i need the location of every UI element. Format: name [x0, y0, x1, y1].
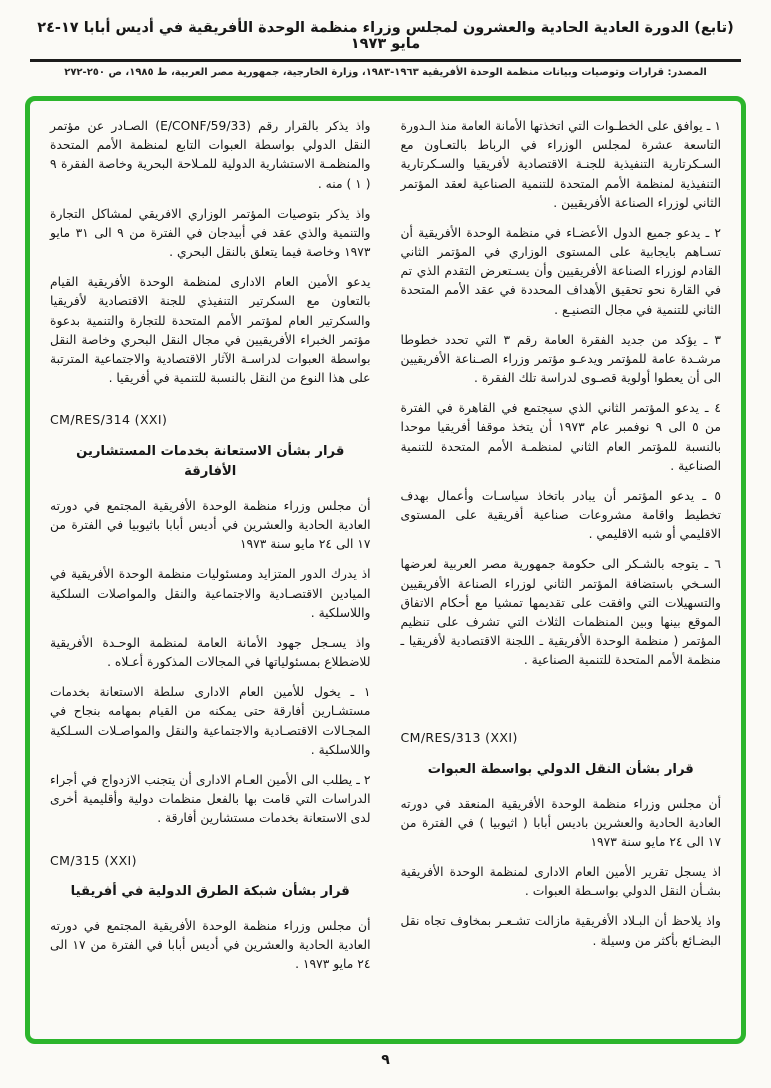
resolution-paragraph: واذ يلاحظ أن البـلاد الأفريقية مازالت تشـعـر بمخاوف تجاه نقل البضـائع بأكثر من وسيلة . [400, 914, 721, 948]
resolution-code: CM/315 (XXI) [50, 852, 137, 868]
resolution-paragraph: ٥ ـ يدعو المؤتمر أن يبادر باتخاذ سياسـات وأعمال بهدف تخطيط واقامة مشروعات صناعية أفريقية على المستوى الاقليمي أو شبه الاقليمي . [400, 488, 721, 542]
resolution-paragraph: ٣ ـ يؤكد من جديد الفقرة العامة رقم ٣ التي تحدد خطوطا مرشـدة عامة للمؤتمر ويدعـو مؤتمر وزراء الصـناعة الأفريقيين الى أن يعطوا أولوية قصـوى لدراسة تلك الفقرة . [400, 332, 721, 386]
resolution-paragraph: اذ يسجل تقرير الأمين العام الادارى لمنظمة الوحدة الأفريقية بشـأن النقل الدولي بواسـطة العبوات . [400, 865, 721, 899]
page-number: ٩ [381, 1052, 390, 1068]
resolution-paragraph: يدعو الأمين العام الادارى لمنظمة الوحدة الأفريقية القيام بالتعاون مع السكرتير التنفيذي للجنة الاقتصادية لأفريقيا والسكرتير العام لمؤتمر الأمم المتحدة للتجارة والتنمية بدعوة مؤتمر الخبراء الأفريقيين في مجال النقل البحري وخاصة النقل بواسطة العبوات لدراسـة الآثار الاقتصادية والاجتماعية المترتبة على هذا النوع من النقل بالنسبة للتنمية في أفريقيا . [50, 275, 371, 386]
resolution-paragraph: ٦ ـ يتوجه بالشـكر الى حكومة جمهورية مصر العربية لعرضها السـخي باستضافة المؤتمر الثاني لوزراء الصناعة الأفريقيين والتسهيلات التي وافقت على تقديمها تمشيا مع أحكام الاتفاق الموقع بينها وبين المنظمات الثلاث التي تشرف على تنظيم المؤتمر ( منظمة الوحدة الأفريقية ـ اللجنة الاقتصادية لأفريقيا ـ منظمة الأمم المتحدة للتنمية الصناعية . [400, 557, 721, 668]
resolution-paragraph: واذ يسـجل جهود الأمانة العامة لمنظمة الوحـدة الأفريقية للاضطلاع بمسئولياتها في المجالات المذكورة أعـلاه . [50, 635, 371, 670]
resolution-paragraph: ٢ ـ يطلب الى الأمين العـام الادارى أن يتجنب الازدواج في أجراء الدراسات التي قامت بها بالفعل منظمات دولية وأقليمية أخرى لدى الاستعانة بخدمات مستشارين أفارقة . [50, 772, 371, 826]
resolution-paragraph: واذ يذكر بتوصيات المؤتمر الوزاري الافريقي لمشاكل التجارة والتنمية والذي عقد في أبيدجان في الفترة من ٩ الى ٣١ مايو ١٩٧٣ وخاصة فيما يتعلق بالنقل البحري . [50, 206, 371, 260]
resolution-title: قرار بشأن النقل الدولي بواسطة العبوات [427, 761, 694, 777]
resolution-paragraph: ١ ـ يخول للأمين العام الادارى سلطة الاستعانة بخدمات مستشـارين أفارقة حتى يمكنه من القيام بمهامه بنجاح في المجـالات الاقتصـادية والاجتماعية والنقل والمواصـلات السـلكية واللاسلكية . [50, 685, 371, 757]
column-right [401, 117, 722, 985]
resolution-title: قرار بشأن شبكة الطرق الدولية في أفريقيا [70, 884, 350, 899]
header-divider [30, 59, 741, 62]
document-source: المصدر: قرارات وتوصيات وبيانات منظمة الوحدة الأفريقية ١٩٦٣-١٩٨٣، وزارة الخارجية، جمهورية مصر العربية، ط ١٩٨٥، ص ٢٥٠-٢٧٢ [64, 67, 707, 78]
resolution-paragraph: واذ يذكر بالقرار رقم (E/CONF/59/33) الصـادر عن مؤتمر النقل الدولي بواسطة العبوات التابع لمنظمة الأمم المتحدة والمنظمـة الاستشارية الدولية للمـلاحة البحرية وخاصة الفقرة ٩ ( ١ ) منه . [50, 119, 371, 191]
resolution-title: قرار بشأن الاستعانة بخدمات المستشارين الأفارقة [76, 443, 345, 480]
resolution-paragraph: ١ ـ يوافق على الخطـوات التي اتخذتها الأمانة العامة منذ الـدورة التاسعة عشرة لمجلس الوزراء في الرباط بالتعـاون مع السـكرتارية التنفيذية للجنـة الاقتصادية لأفريقيا والسـكرتارية التنفيذية لمنظمة الأمم المتحدة للتنمية الصناعية لعقد المؤتمر الثاني لوزراء الصناعة الأفريقيين . [400, 119, 721, 210]
resolution-paragraph: ٤ ـ يدعو المؤتمر الثاني الذي سيجتمع في القاهرة في الفترة من ٥ الى ٩ نوفمبر عام ١٩٧٣ أن يتخذ موقفا أفريقيا موحدا بالنسبة للمؤتمر العام الثاني لمنظمـة الأمم المتحدة للتنمية الصناعية . [400, 401, 722, 473]
resolution-paragraph: اذ يدرك الدور المتزايد ومسئوليات منظمة الوحدة الأفريقية في الميادين الاقتصـادية والاجتماعية والنقل والمواصلات السلكية واللاسلكية . [50, 567, 371, 620]
resolution-paragraph: ٢ ـ يدعو جميع الدول الأعضـاء في منظمة الوحدة الأفريقية أن تسـاهم بايجابية على المستوى الوزاري في المؤتمر الثاني القادم لوزراء الصناعة الأفريقيين وأن يسـتعرض التقدم الذي تم في القارة نحو تحقيق الأهداف المحددة في عقد الأمم المتحدة الثاني للتنمية في مجال التصنيـع . [400, 225, 721, 317]
two-column-layout [30, 101, 741, 985]
resolution-paragraph: أن مجلس وزراء منظمة الوحدة الأفريقية المجتمع في دورته العادية الحادية والعشرين في أديس أبابا في الفترة من ١٧ الى ٢٤ مايو ١٩٧٣ . [50, 918, 371, 971]
content-frame [25, 96, 746, 1044]
resolution-code: CM/RES/313 (XXI) [400, 730, 518, 746]
resolution-code: CM/RES/314 (XXI) [50, 412, 168, 428]
document-title: (تابع) الدورة العادية الحادية والعشرون لمجلس وزراء منظمة الوحدة الأفريقية في أديس أبابا ١٧-٢٤ مايو ١٩٧٣ [37, 20, 734, 52]
page-header [0, 0, 771, 78]
resolution-paragraph: أن مجلس وزراء منظمة الوحدة الأفريقية المنعقد في دورته العادية الحادية والعشرين باديس أبابا ( اثيوبيا ) في الفترة من ١٧ الى ٢٤ مايو سنة ١٩٧٣ [400, 796, 721, 849]
resolution-paragraph: أن مجلس وزراء منظمة الوحدة الأفريقية المجتمع في دورته العادية الحادية والعشرين في أديس أبابا باثيوبيا في الفترة من ١٧ الى ٢٤ مايو سنة ١٩٧٣ [50, 498, 371, 552]
column-left [50, 117, 371, 985]
